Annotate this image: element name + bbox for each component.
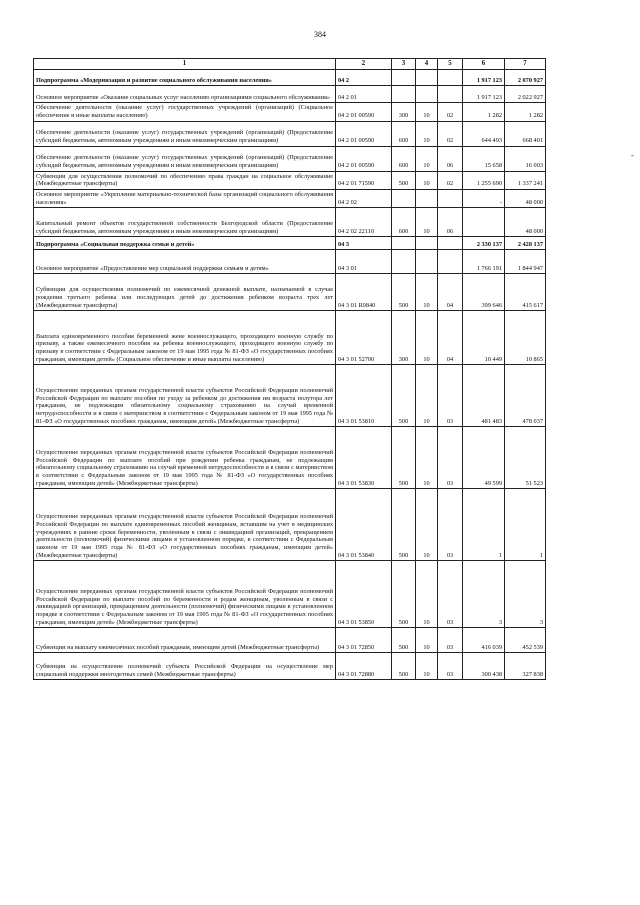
- row-value-year-1: 49 599: [463, 427, 505, 489]
- row-section: 500: [392, 653, 416, 680]
- table-row: [34, 561, 546, 628]
- row-section: [392, 250, 416, 274]
- row-subsection: 10: [416, 628, 438, 653]
- row-value-year-2: 327 838: [505, 653, 546, 680]
- row-name: Осуществление переданных органам государственной власти субъектов Российской Федерации полномочий Российской Федерации по выплате единовременных пособий женщинам, вставшим на учет в медицинских учреждениях в ранние сроки беременности, уволенным в связи с ликвидацией организаций, прекращением деятельности (полномочий) физическими лицами в установленном порядке, в соответствии с Федеральным законом от 19 мая 1995 года № 81-ФЗ «О государственных пособиях гражданам, имеющим детей» (Межбюджетные трансферты): [34, 489, 336, 561]
- row-name: Субвенции для осуществления полномочий по обеспечению права граждан на социальное обслуживание (Межбюджетные трансферты): [34, 171, 336, 189]
- row-subsection: 10: [416, 311, 438, 365]
- row-name: Выплата единовременного пособия беременной жене военнослужащего, проходящего военную службу по призыву, а также ежемесячного пособия на ребенка военнослужащего, проходящего военную службу по призыву в соответствии с Федеральным законом от 19 мая 1995 года № 81-ФЗ «О государственных пособиях гражданам, имеющим детей» (Социальное обеспечение и иные выплаты населению): [34, 311, 336, 365]
- row-subsection: 10: [416, 121, 438, 146]
- row-value-year-2: 2 070 927: [505, 70, 546, 86]
- row-code: 04 2 01 00590: [336, 121, 392, 146]
- row-type: 03: [438, 561, 463, 628]
- table-row: [34, 311, 546, 365]
- row-subsection: 10: [416, 653, 438, 680]
- row-section: 600: [392, 208, 416, 237]
- row-name: Осуществление переданных органам государственной власти субъектов Российской Федерации полномочий Российской Федерации по выплате пособия по уходу за ребенком до достижения им возраста полутора лет гражданам, не подлежащим обязательному социальному страхованию на случай временной нетрудоспособности и в связи с материнством в соответствии с Федеральным законом от 19 мая 1995 года № 81-ФЗ «О государственных пособиях гражданам, имеющим детей» (Межбюджетные трансферты): [34, 365, 336, 427]
- row-subsection: [416, 189, 438, 207]
- row-section: 500: [392, 365, 416, 427]
- row-name: Обеспечение деятельности (оказание услуг) государственных учреждений (организаций) (Предоставление субсидий бюджетным, автономным учреждениям и иным некоммерческим организациям): [34, 146, 336, 171]
- column-header-2: 2: [336, 59, 392, 70]
- row-section: 500: [392, 427, 416, 489]
- row-value-year-1: 1 255 690: [463, 171, 505, 189]
- row-value-year-2: 3: [505, 561, 546, 628]
- table-row: [34, 70, 546, 86]
- table-body: [34, 70, 546, 680]
- row-value-year-1: 1 917 123: [463, 86, 505, 103]
- row-code: 04 3 01 53810: [336, 365, 392, 427]
- table-row: [34, 274, 546, 311]
- row-value-year-1: [463, 208, 505, 237]
- row-subsection: [416, 70, 438, 86]
- row-name: Обеспечение деятельности (оказание услуг) государственных учреждений (организаций) (Предоставление субсидий бюджетным, автономным учреждениям и иным некоммерческим организациям): [34, 121, 336, 146]
- row-code: 04 2 01: [336, 86, 392, 103]
- table-row: [34, 171, 546, 189]
- row-section: [392, 70, 416, 86]
- row-value-year-2: 415 617: [505, 274, 546, 311]
- row-name: Субвенции для осуществления полномочий по ежемесячной денежной выплате, назначаемой в случае рождения третьего ребенка или последующих детей до достижения ребенком возраста трех лет (Межбюджетные трансферты): [34, 274, 336, 311]
- row-value-year-1: 1: [463, 489, 505, 561]
- row-value-year-2: 1: [505, 489, 546, 561]
- edge-mark: -: [631, 151, 634, 160]
- row-section: 600: [392, 121, 416, 146]
- table-row: [34, 121, 546, 146]
- row-name: Осуществление переданных органам государственной власти субъектов Российской Федерации полномочий Российской Федерации по выплате пособий при рождении ребенка гражданам, не подлежащим обязательному социальному страхованию на случай временной нетрудоспособности и в связи с материнством в соответствии с Федеральным законом от 19 мая 1995 года № 81-ФЗ «О государственных пособиях гражданам, имеющим детей» (Межбюджетные трансферты): [34, 427, 336, 489]
- row-type: 04: [438, 311, 463, 365]
- row-subsection: 10: [416, 427, 438, 489]
- table-row: [34, 237, 546, 250]
- row-value-year-2: 1 282: [505, 103, 546, 121]
- row-name: Основное мероприятие «Укрепление материально-технической базы организаций социального обслуживания населения»: [34, 189, 336, 207]
- row-value-year-2: 48 000: [505, 208, 546, 237]
- row-name: Субвенции на выплату ежемесячных пособий гражданам, имеющим детей (Межбюджетные трансферты): [34, 628, 336, 653]
- column-header-7: 7: [505, 59, 546, 70]
- table-row: [34, 489, 546, 561]
- row-code: 04 2 02: [336, 189, 392, 207]
- budget-table: [33, 58, 546, 680]
- row-type: [438, 237, 463, 250]
- table-row: [34, 146, 546, 171]
- row-type: [438, 250, 463, 274]
- row-value-year-2: 668 401: [505, 121, 546, 146]
- row-type: 03: [438, 365, 463, 427]
- row-type: [438, 86, 463, 103]
- table-row: [34, 653, 546, 680]
- row-value-year-2: 51 523: [505, 427, 546, 489]
- row-section: [392, 86, 416, 103]
- row-section: 300: [392, 311, 416, 365]
- row-subsection: 10: [416, 171, 438, 189]
- row-subsection: [416, 250, 438, 274]
- table-row: [34, 103, 546, 121]
- row-type: 02: [438, 103, 463, 121]
- table-row: [34, 86, 546, 103]
- row-value-year-1: 1 282: [463, 103, 505, 121]
- row-section: 500: [392, 274, 416, 311]
- column-header-5: 5: [438, 59, 463, 70]
- row-code: 04 2 02 22110: [336, 208, 392, 237]
- row-value-year-1: 1 766 191: [463, 250, 505, 274]
- row-code: 04 2: [336, 70, 392, 86]
- row-value-year-1: 10 449: [463, 311, 505, 365]
- row-name: Субвенции на осуществление полномочий субъекта Российской Федерации на осуществление мер социальной поддержки многодетных семей (Межбюджетные трансферты): [34, 653, 336, 680]
- row-code: 04 3 01: [336, 250, 392, 274]
- column-header-3: 3: [392, 59, 416, 70]
- row-subsection: 10: [416, 561, 438, 628]
- row-value-year-1: 481 483: [463, 365, 505, 427]
- row-value-year-2: 1 337 241: [505, 171, 546, 189]
- row-type: 06: [438, 146, 463, 171]
- row-value-year-2: 452 539: [505, 628, 546, 653]
- row-value-year-2: 2 428 137: [505, 237, 546, 250]
- row-value-year-1: 416 039: [463, 628, 505, 653]
- row-section: 500: [392, 561, 416, 628]
- row-subsection: 10: [416, 146, 438, 171]
- table-row: [34, 628, 546, 653]
- row-value-year-2: 48 000: [505, 189, 546, 207]
- row-code: 04 2 01 00590: [336, 103, 392, 121]
- row-code: 04 3 01 72850: [336, 628, 392, 653]
- row-name: Подпрограмма «Социальная поддержка семьи и детей»: [34, 237, 336, 250]
- row-name: Капитальный ремонт объектов государственной собственности Белгородской области (Предоставление субсидий бюджетным, автономным учреждениям и иным некоммерческим организациям): [34, 208, 336, 237]
- row-subsection: [416, 237, 438, 250]
- table-row: [34, 189, 546, 207]
- row-section: 500: [392, 628, 416, 653]
- table-row: [34, 365, 546, 427]
- row-code: 04 3 01 53830: [336, 427, 392, 489]
- row-name: Основное мероприятие «Предоставление мер социальной поддержки семьям и детям»: [34, 250, 336, 274]
- row-code: 04 3 01 53840: [336, 489, 392, 561]
- column-header-1: 1: [34, 59, 336, 70]
- row-type: 03: [438, 628, 463, 653]
- row-name: Подпрограмма «Модернизация и развитие социального обслуживания населения»: [34, 70, 336, 86]
- row-value-year-1: 300 438: [463, 653, 505, 680]
- row-value-year-2: 478 037: [505, 365, 546, 427]
- row-value-year-2: 10 865: [505, 311, 546, 365]
- row-value-year-1: 3: [463, 561, 505, 628]
- row-section: 300: [392, 103, 416, 121]
- row-section: 500: [392, 171, 416, 189]
- row-name: Основное мероприятие «Оказание социальных услуг населению организациями социального обслуживания»: [34, 86, 336, 103]
- row-value-year-1: 644 493: [463, 121, 505, 146]
- table-row: [34, 427, 546, 489]
- row-value-year-2: 16 003: [505, 146, 546, 171]
- table-header-row: [34, 59, 546, 70]
- row-value-year-2: 1 844 947: [505, 250, 546, 274]
- row-value-year-1: 2 330 137: [463, 237, 505, 250]
- row-subsection: 10: [416, 489, 438, 561]
- row-value-year-1: 15 658: [463, 146, 505, 171]
- row-code: 04 2 01 00590: [336, 146, 392, 171]
- row-type: [438, 70, 463, 86]
- row-code: 04 3 01 52700: [336, 311, 392, 365]
- row-type: 06: [438, 208, 463, 237]
- row-section: [392, 237, 416, 250]
- row-type: 03: [438, 489, 463, 561]
- row-subsection: 10: [416, 208, 438, 237]
- row-subsection: 10: [416, 103, 438, 121]
- row-type: 03: [438, 653, 463, 680]
- row-value-year-1: 1 917 123: [463, 70, 505, 86]
- row-code: 04 2 01 71590: [336, 171, 392, 189]
- row-subsection: [416, 86, 438, 103]
- row-type: [438, 189, 463, 207]
- row-value-year-2: 2 022 927: [505, 86, 546, 103]
- row-section: 600: [392, 146, 416, 171]
- row-subsection: 10: [416, 365, 438, 427]
- row-section: 500: [392, 489, 416, 561]
- page-number: 384: [314, 30, 326, 39]
- row-section: [392, 189, 416, 207]
- table-row: [34, 208, 546, 237]
- row-type: 02: [438, 121, 463, 146]
- row-code: 04 3: [336, 237, 392, 250]
- row-subsection: 10: [416, 274, 438, 311]
- row-name: Осуществление переданных органам государственной власти субъектов Российской Федерации полномочий Российской Федерации по выплате пособий по беременности и родам женщинам, уволенным в связи с ликвидацией организаций, прекращением деятельности (полномочий) физическими лицами в установленном порядке в соответствии с Федеральным законом от 19 мая 1995 года № 81-ФЗ «О государственных пособиях гражданам, имеющим детей» (Межбюджетные трансферты): [34, 561, 336, 628]
- row-type: 02: [438, 171, 463, 189]
- row-type: 04: [438, 274, 463, 311]
- table-row: [34, 250, 546, 274]
- row-code: 04 3 01 72880: [336, 653, 392, 680]
- row-name: Обеспечение деятельности (оказание услуг) государственных учреждений (организаций) (Социальное обеспечение и иные выплаты населению): [34, 103, 336, 121]
- column-header-6: 6: [463, 59, 505, 70]
- row-code: 04 3 01 R0840: [336, 274, 392, 311]
- row-value-year-1: -: [463, 189, 505, 207]
- row-code: 04 3 01 53850: [336, 561, 392, 628]
- row-type: 03: [438, 427, 463, 489]
- row-value-year-1: 399 646: [463, 274, 505, 311]
- column-header-4: 4: [416, 59, 438, 70]
